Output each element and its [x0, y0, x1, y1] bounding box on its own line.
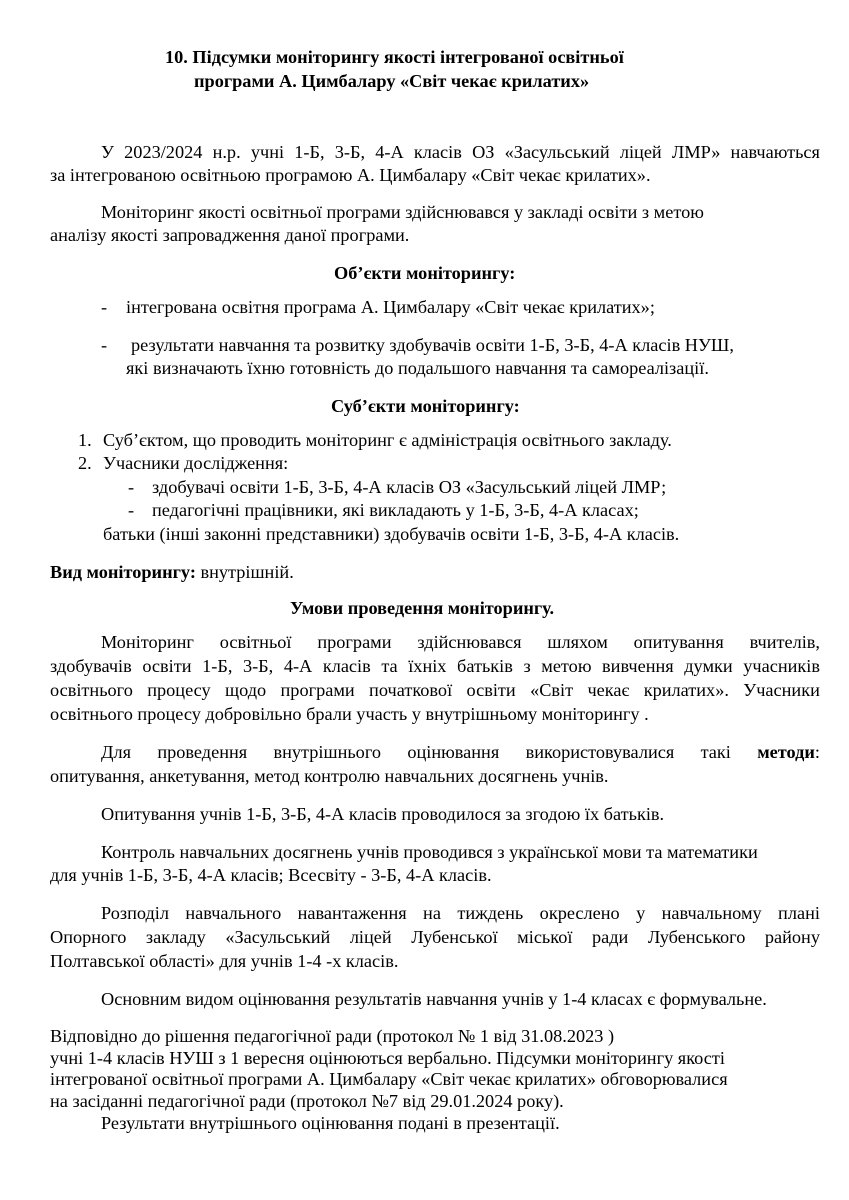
methods-word: [757, 741, 820, 763]
word: навчального: [185, 903, 282, 923]
word: класів: [413, 142, 462, 162]
subjects-num: 1.: [78, 430, 92, 450]
conditions-p1-line-3: [50, 679, 820, 701]
conditions-p4-line-1: Контроль навчальних досягнень учнів проводився з української мови та математики: [101, 842, 758, 862]
word: думки: [684, 656, 733, 676]
word: міської: [517, 927, 573, 947]
word: ЛМР»: [671, 142, 721, 162]
word: У: [101, 142, 114, 162]
word: Розподіл: [101, 903, 169, 923]
word: освітнього: [50, 680, 133, 700]
word: освіти: [466, 680, 516, 700]
word: освіти: [142, 656, 192, 676]
word: Учасники: [743, 680, 820, 700]
monitoring-type: [50, 561, 294, 583]
word: використовувалися: [525, 742, 675, 762]
word: з: [523, 656, 531, 676]
monitoring-type-value: внутрішній.: [195, 562, 294, 582]
word: 2023/2024: [124, 142, 203, 162]
title-line-1: 10. Підсумки моніторингу якості інтегрованої освітньої: [165, 47, 624, 67]
objects-heading: Об’єкти моніторингу:: [334, 263, 516, 283]
conditions-p7-line-3: інтегрованої освітньої програми А. Цимбалару «Світ чекає крилатих» обговорювалися: [50, 1069, 728, 1089]
participant-item: педагогічні працівники, які викладають у 1-Б, 3-Б, 4-А класах;: [152, 500, 639, 520]
conditions-p5-line-3: Полтавської області» для учнів 1-4 -х класів.: [50, 951, 399, 971]
word: початкової: [369, 680, 453, 700]
word: та: [381, 656, 398, 676]
word: Лубенського: [647, 927, 746, 947]
word: «Засульський: [225, 927, 331, 947]
conditions-p7-line-4: на засіданні педагогічної ради (протокол №7 від 29.01.2024 року).: [50, 1091, 564, 1111]
word: крилатих».: [643, 680, 729, 700]
word: батьків: [457, 656, 513, 676]
word: учні: [250, 142, 285, 162]
word: освітньої: [219, 632, 292, 652]
word: класів: [322, 656, 371, 676]
word: опитування: [633, 632, 724, 652]
word: здійснювався: [417, 632, 522, 652]
conditions-p2-line-1: [101, 741, 820, 763]
conditions-p8: Результати внутрішнього оцінювання подані в презентації.: [101, 1113, 560, 1133]
word: ліцей: [619, 142, 662, 162]
participants-parents: батьки (інші законні представники) здобувачів освіти 1-Б, 3-Б, 4-А класів.: [103, 524, 680, 544]
word: Моніторинг: [101, 632, 194, 652]
subjects-item-2: Учасники дослідження:: [103, 453, 289, 473]
word: «Світ: [530, 680, 574, 700]
participant-bullet: -: [128, 500, 135, 520]
subjects-heading: Суб’єкти моніторингу:: [331, 396, 520, 416]
word: у: [636, 903, 646, 923]
word: здобувачів: [50, 656, 132, 676]
word: шляхом: [547, 632, 608, 652]
intro-p1-line-2: за інтегрованою освітньою програмою А. Цимбалару «Світ чекає крилатих».: [50, 165, 651, 185]
objects-bullet: -: [101, 297, 108, 317]
word: плані: [778, 903, 820, 923]
conditions-p4-line-2: для учнів 1-Б, 3-Б, 4-А класів; Всесвіту - 3-Б, 4-А класів.: [50, 865, 492, 885]
conditions-p2-line-2: опитування, анкетування, метод контролю навчальних досягнень учнів.: [50, 766, 609, 786]
word: Лубенської: [411, 927, 498, 947]
word: району: [764, 927, 820, 947]
conditions-p6: Основним видом оцінювання результатів навчання учнів у 1-4 класах є формувальне.: [101, 989, 767, 1009]
word: 3-Б,: [242, 656, 274, 676]
word: такі: [700, 742, 731, 762]
objects-item-2-line-1: результати навчання та розвитку здобувачів освіти 1-Б, 3-Б, 4-А класів НУШ,: [131, 335, 734, 355]
intro-p2-line-1: Моніторинг якості освітньої програми здійснювався у закладі освіти з метою: [101, 202, 704, 222]
word: 3-Б,: [334, 142, 366, 162]
methods-colon: :: [814, 742, 820, 762]
conditions-p5-line-1: [101, 902, 820, 924]
word: тиждень: [457, 903, 524, 923]
word: метою: [541, 656, 592, 676]
methods-emphasis: методи: [757, 742, 815, 762]
word: ліцей: [349, 927, 392, 947]
word: Для: [101, 742, 132, 762]
conditions-p1-line-4: освітнього процесу добровільно брали участь у внутрішньому моніторингу .: [50, 704, 649, 724]
word: закладу: [145, 927, 206, 947]
word: чекає: [587, 680, 630, 700]
conditions-p1-line-2: [50, 655, 820, 677]
word: процесу: [147, 680, 211, 700]
subjects-num: 2.: [78, 453, 92, 473]
objects-item-1: інтегрована освітня програма А. Цимбалару «Світ чекає крилатих»;: [126, 297, 655, 317]
monitoring-type-label: Вид моніторингу:: [50, 562, 196, 582]
word: навчальному: [661, 903, 762, 923]
word: 4-А: [283, 656, 313, 676]
word: «Засульський: [504, 142, 610, 162]
word: ОЗ: [472, 142, 495, 162]
subjects-item-1: Суб’єктом, що проводить моніторинг є адміністрація освітнього закладу.: [103, 430, 672, 450]
word: вивчення: [602, 656, 674, 676]
participant-bullet: -: [128, 477, 135, 497]
conditions-heading: Умови проведення моніторингу.: [290, 598, 555, 618]
word: щодо: [225, 680, 267, 700]
word: окреслено: [539, 903, 620, 923]
title-line-2: програми А. Цимбалару «Світ чекає крилатих»: [194, 71, 590, 91]
word: на: [423, 903, 441, 923]
objects-item-2-line-2: які визначають їхню готовність до подальшого навчання та самореалізації.: [126, 358, 709, 378]
word: оцінювання: [407, 742, 500, 762]
participant-item: здобувачі освіти 1-Б, 3-Б, 4-А класів ОЗ «Засульський ліцей ЛМР;: [152, 477, 667, 497]
word: учасників: [743, 656, 820, 676]
word: проведення: [157, 742, 248, 762]
word: ради: [591, 927, 629, 947]
intro-p1-line-1: [101, 141, 820, 163]
conditions-p7-line-2: учні 1-4 класів НУШ з 1 вересня оцінюються вербально. Підсумки моніторингу якості: [50, 1048, 725, 1068]
word: навчаються: [730, 142, 820, 162]
word: навантаження: [297, 903, 407, 923]
conditions-p3: Опитування учнів 1-Б, 3-Б, 4-А класів проводилося за згодою їх батьків.: [101, 804, 665, 824]
word: 1-Б,: [202, 656, 233, 676]
conditions-p5-line-2: [50, 926, 820, 948]
word: програми: [317, 632, 392, 652]
word: внутрішнього: [273, 742, 382, 762]
word: н.р.: [212, 142, 241, 162]
objects-bullet: -: [101, 335, 108, 355]
word: вчителів,: [749, 632, 820, 652]
intro-p2-line-2: аналізу якості запровадження даної програми.: [50, 225, 410, 245]
conditions-p1-line-1: [101, 631, 820, 653]
word: 4-А: [375, 142, 404, 162]
word: Опорного: [50, 927, 127, 947]
word: програми: [280, 680, 355, 700]
conditions-p7-line-1: Відповідно до рішення педагогічної ради (протокол № 1 від 31.08.2023 ): [50, 1026, 615, 1046]
word: 1-Б,: [294, 142, 325, 162]
word: їхніх: [408, 656, 447, 676]
